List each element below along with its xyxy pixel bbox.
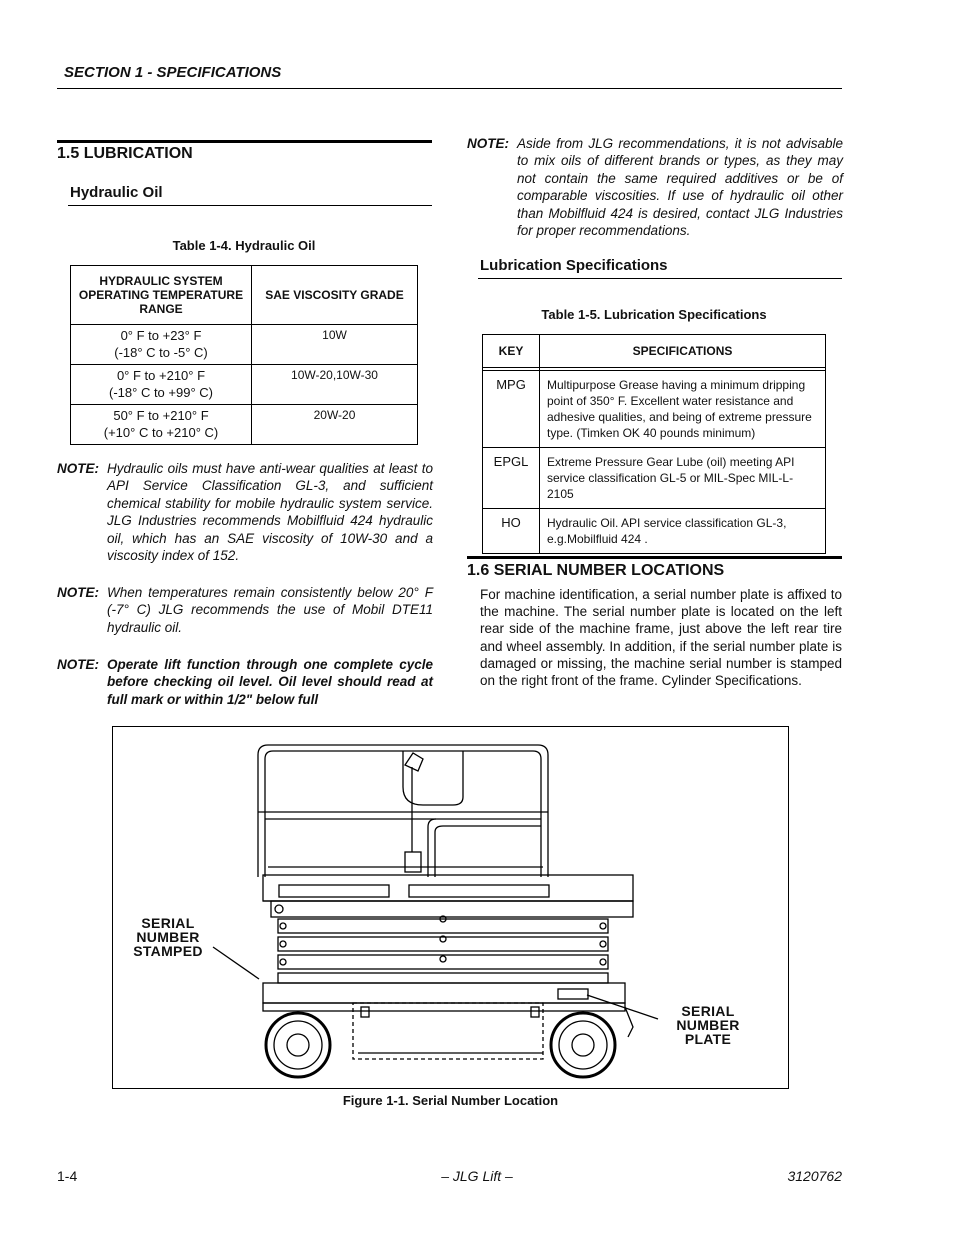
- section-header: SECTION 1 - SPECIFICATIONS: [64, 64, 282, 81]
- note-label: NOTE:: [57, 461, 99, 476]
- note-label: NOTE:: [467, 136, 509, 151]
- spec-cell: Multipurpose Grease having a minimum dripping point of 350° F. Excellent water resistance and adhesive qualities, and being of extreme pressure type. (Timken OK 40 pounds minimum): [540, 371, 826, 448]
- key-cell: MPG: [483, 371, 540, 448]
- callout-line: STAMPED: [133, 943, 203, 959]
- callout-line: SERIAL: [141, 915, 195, 931]
- note-text: Hydraulic oils must have anti-wear qualities at least to API Service Classification GL-3, and sufficient chemical stability for mobile hydraulic system service. JLG Industries recommends Mobilfluid 424 hydraulic oil, which has an SAE viscosity of 10W-30 and a viscosity index of 152.: [107, 461, 433, 564]
- table-row: [71, 405, 418, 445]
- range-f: 0° F to +210° F: [116, 368, 206, 383]
- hydraulic-oil-heading: Hydraulic Oil: [70, 184, 163, 201]
- footer-center: – JLG Lift –: [441, 1168, 513, 1184]
- key-cell: EPGL: [483, 448, 540, 509]
- serial-heading: 1.6 SERIAL NUMBER LOCATIONS: [467, 562, 725, 579]
- range-c: (-18° C to -5° C): [114, 345, 208, 360]
- note-label: NOTE:: [57, 657, 99, 672]
- table-header-key: KEY: [483, 335, 540, 368]
- table-row: [483, 371, 826, 448]
- hydraulic-oil-rule: [68, 205, 432, 206]
- note-text: Aside from JLG recommendations, it is not advisable to mix oils of different brands or types, as they may not contain the same required additives or be of comparable viscosities. If use of hydraulic oil other than Mobilfluid 424 is desired, contact JLG Industries for proper recommendations.: [517, 136, 843, 239]
- note-text: Operate lift function through one complete cycle before checking oil level. Oil level should read at full mark or within 1/2" below full: [107, 657, 433, 707]
- temp-range-cell: [71, 365, 252, 405]
- lubrication-heading: 1.5 LUBRICATION: [57, 145, 193, 162]
- hydraulic-oil-table: [70, 265, 418, 445]
- callout-line: NUMBER: [676, 1017, 740, 1033]
- note-hydraulic-oil: [57, 460, 433, 564]
- temp-range-cell: [71, 405, 252, 445]
- viscosity-cell: 20W-20: [252, 405, 418, 445]
- lubrication-specs-table: [482, 334, 826, 554]
- serial-rule: [467, 556, 842, 559]
- callout-line: PLATE: [684, 1031, 732, 1047]
- page-number: 1-4: [57, 1168, 78, 1184]
- spec-cell: Hydraulic Oil. API service classification GL-3, e.g.Mobilfluid 424 .: [540, 509, 826, 554]
- callout-line: SERIAL: [681, 1003, 735, 1019]
- figure-caption: Figure 1-1. Serial Number Location: [342, 1093, 559, 1108]
- table-header-temp-range: HYDRAULIC SYSTEM OPERATING TEMPERATURE RANGE: [71, 266, 252, 325]
- table-row: [483, 448, 826, 509]
- table-row: [71, 325, 418, 365]
- spec-cell: Extreme Pressure Gear Lube (oil) meeting API service classification GL-5 or MIL-Spec MIL-L-2105: [540, 448, 826, 509]
- document-number: 3120762: [787, 1168, 842, 1184]
- temp-range-cell: [71, 325, 252, 365]
- serial-body-text: For machine identification, a serial number plate is affixed to the machine. The serial number plate is located on the left rear side of the machine frame, just above the left rear tire and wheel assembly. In addition, if the serial number plate is damaged or missing, the machine serial number is stamped on the right front of the frame. Cylinder Specifications.: [480, 587, 842, 689]
- note-text: When temperatures remain consistently below 20° F (-7° C) JLG recommends the use of Mobil DTE11 hydraulic oil.: [107, 585, 433, 635]
- table-1-5-caption: Table 1-5. Lubrication Specifications: [541, 307, 767, 322]
- lubrication-rule: [57, 140, 432, 143]
- range-f: 50° F to +210° F: [113, 408, 209, 423]
- range-c: (+10° C to +210° C): [103, 425, 219, 440]
- header-rule: [57, 88, 842, 89]
- table-header-viscosity: SAE VISCOSITY GRADE: [252, 266, 418, 325]
- range-f: 0° F to +23° F: [120, 328, 202, 343]
- range-c: (-18° C to +99° C): [109, 385, 213, 400]
- callout-line: NUMBER: [136, 929, 200, 945]
- note-label: NOTE:: [57, 585, 99, 600]
- key-cell: HO: [483, 509, 540, 554]
- lubrication-specs-heading: Lubrication Specifications: [480, 257, 668, 274]
- note-low-temperature: [57, 584, 433, 636]
- lubrication-specs-rule: [478, 278, 842, 279]
- note-mixing-oils: [467, 135, 843, 239]
- viscosity-cell: 10W: [252, 325, 418, 365]
- table-row: [483, 509, 826, 554]
- viscosity-cell: 10W-20,10W-30: [252, 365, 418, 405]
- note-oil-level: [57, 656, 433, 708]
- table-header-specifications: SPECIFICATIONS: [540, 335, 826, 368]
- table-1-4-caption: Table 1-4. Hydraulic Oil: [172, 238, 316, 253]
- callout-serial-number-plate: [663, 1004, 753, 1046]
- figure-frame: [112, 726, 789, 1089]
- table-row: [71, 365, 418, 405]
- callout-serial-number-stamped: [123, 916, 213, 958]
